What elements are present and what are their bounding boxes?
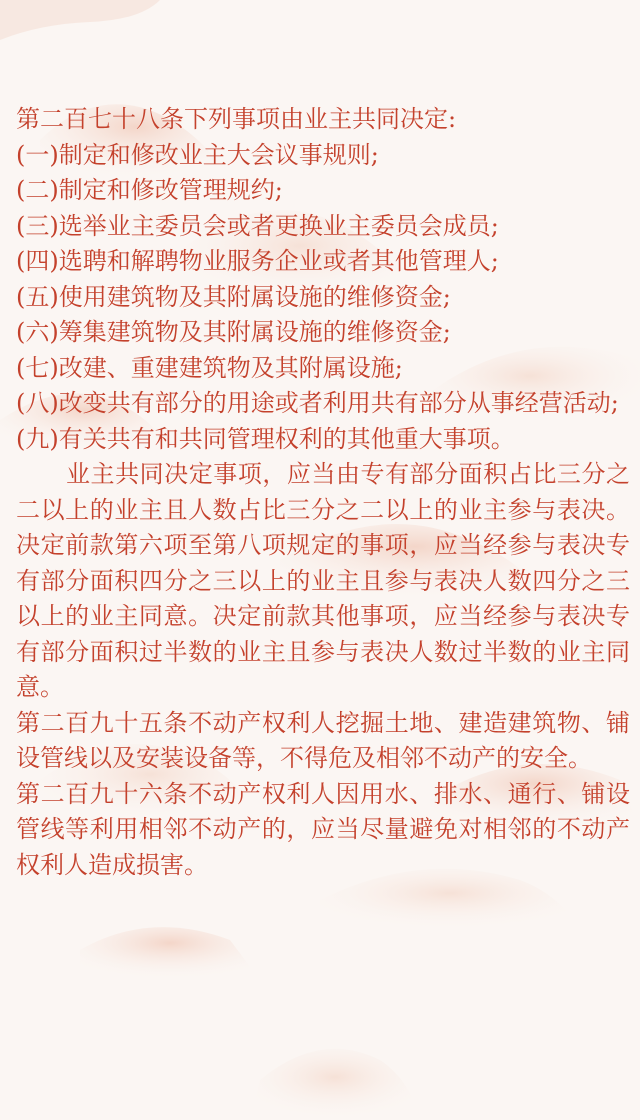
article-295-text: 第二百九十五条不动产权利人挖掘土地、建造建筑物、铺设管线以及安装设备等，不得危及相邻不动产的安全。 (16, 708, 630, 772)
article-296-text: 第二百九十六条不动产权利人因用水、排水、通行、铺设管线等利用相邻不动产的，应当尽量避免对相邻的不动产权利人造成损害。 (16, 779, 630, 879)
article-278-item-4: (四)选聘和解聘物业服务企业或者其他管理人; (16, 247, 499, 275)
cloud-decor-top (0, 0, 160, 40)
article-278-heading: 第二百七十八条下列事项由业主共同决定: (16, 105, 457, 133)
article-278-item-1: (一)制定和修改业主大会议事规则; (16, 140, 379, 169)
article-278-item-8: (八)改变共有部分的用途或者利用共有部分从事经营活动; (16, 389, 619, 417)
article-278-item-5: (五)使用建筑物及其附属设施的维修资金; (16, 282, 451, 311)
mountain-decor-9 (80, 927, 260, 980)
article-278-item-3: (三)选举业主委员会或者更换业主委员会成员; (16, 211, 499, 240)
article-278-item-2: (二)制定和修改管理规约; (16, 176, 283, 204)
article-278-item-9: (九)有关共有和共同管理权利的其他重大事项。 (16, 424, 515, 453)
article-278-item-6: (六)筹集建筑物及其附属设施的维修资金; (16, 318, 451, 346)
article-278-paragraph: 业主共同决定事项，应当由专有部分面积占比三分之二以上的业主且人数占比三分之二以上的业主参与表决。决定前款第六项至第八项规定的事项，应当经参与表决专有部分面积四分之三以上的业主且参与表决人数四分之三以上的业主同意。决定前款其他事项，应当经参与表决专有部分面积过半数的业主且参与表决人数过半数的业主同意。 (16, 460, 630, 701)
law-text-content (16, 102, 630, 883)
article-278-item-7: (七)改建、重建建筑物及其附属设施; (16, 353, 403, 382)
mountain-decor-10 (250, 1049, 420, 1120)
